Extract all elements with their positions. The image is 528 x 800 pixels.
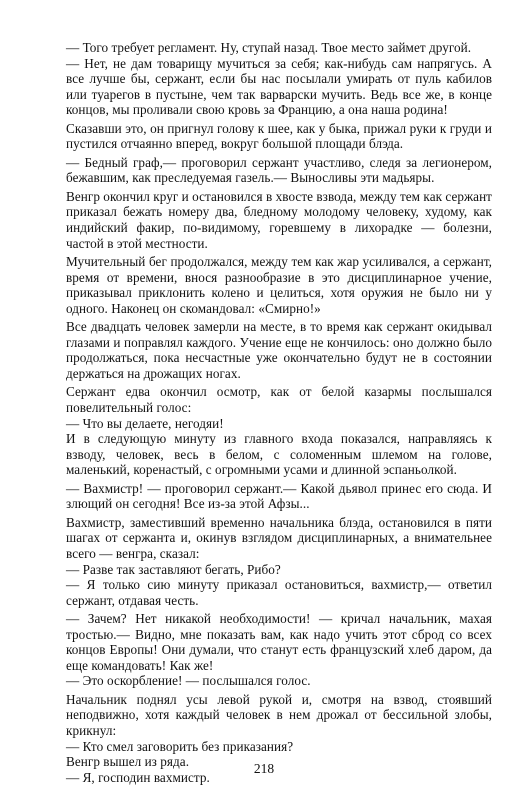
paragraph: Начальник поднял усы левой рукой и, смотря на взвод, стоявший неподвижно, хотя каждый человек в нем дрожал от бессильной злобы, крикнул: [66,691,492,738]
paragraph: Венгр окончил круг и остановился в хвосте взвода, между тем как сержант приказал бежать номеру два, бледному молодому человеку, худому, как индийский факир, по-видимому, горевшему в лихорадке — болезни, частой в этой местности. [66,188,492,251]
paragraph: Сказавши это, он пригнул голову к шее, как у быка, прижал руки к груди и пустился отчаянно вперед, вокруг большой площади блэда. [66,120,492,152]
body-text [66,40,492,785]
paragraph: — Я только сию минуту приказал остановиться, вахмистр,— ответил сержант, отдавая честь. [66,577,492,608]
paragraph: — Того требует регламент. Ну, ступай назад. Твое место займет другой. [66,40,472,55]
paragraph: Мучительный бег продолжался, между тем как жар усиливался, а сержант, время от времени, внося разнообразие в это дисциплинарное учение, приказывал приклонить колено и целиться, хотя оружия не было ни у одного. Наконец он скомандовал: «Смирно!» [66,254,492,316]
paragraph: — Вахмистр! — проговорил сержант.— Какой дьявол принес его сюда. И злющий он сегодня! Все из-за этой Афзы... [66,480,492,512]
paragraph: — Бедный граф,— проговорил сержант участливо, следя за легионером, бежавшим, как преследуемая газель.— Выносливы эти мадьяры. [66,154,492,186]
paragraph: — Я, господин вахмистр. [66,769,210,785]
paragraph: Сержант едва окончил осмотр, как от белой казармы послышался повелительный голос: [66,384,492,416]
paragraph: Венгр вышел из ряда. [66,754,190,770]
paragraph: — Кто смел заговорить без приказания? [66,738,294,754]
paragraph: И в следующую минуту из главного входа показался, направляясь к взводу, человек, весь в белом, с соломенным шлемом на голове, маленький, коренастый, с огромными усами и длинной эспаньолкой. [66,431,492,478]
paragraph: — Это оскорбление! — послышался голос. [66,673,311,689]
paragraph: — Нет, не дам товарищу мучиться за себя; как-нибудь сам напрягусь. А все лучше бы, сержант, если бы нас посылали умирать от пуль кабилов или туарегов в пустыне, чем так варварски мучить. Ведь все же, в конце концов, мы проливали свою кровь за Францию, а она наша родина! [66,55,492,118]
paragraph: — Зачем? Нет никакой необходимости! — кричал начальник, махая тростью.— Видно, мне показать вам, как надо учить этот сброд со всех концов Европы! Они думали, что станут есть французский хлеб даром, да еще командовать! Как же! [66,611,492,673]
page-number: 218 [253,761,275,776]
paragraph: — Что вы делаете, негодяи! [66,415,224,431]
paragraph: Все двадцать человек замерли на месте, в то время как сержант окидывал глазами и поправлял каждого. Учение еще не кончилось: оно должно было продолжаться, пока несчастные уже окончательно будут не в состоянии держаться на дрожащих ногах. [66,319,492,381]
paragraph: — Разве так заставляют бегать, Рибо? [66,561,281,577]
paragraph: Вахмистр, заместивший временно начальника блэда, остановился в пяти шагах от сержанта и, окинув взглядом дисциплинарных, а внимательнее всего — венгра, сказал: [66,514,492,561]
